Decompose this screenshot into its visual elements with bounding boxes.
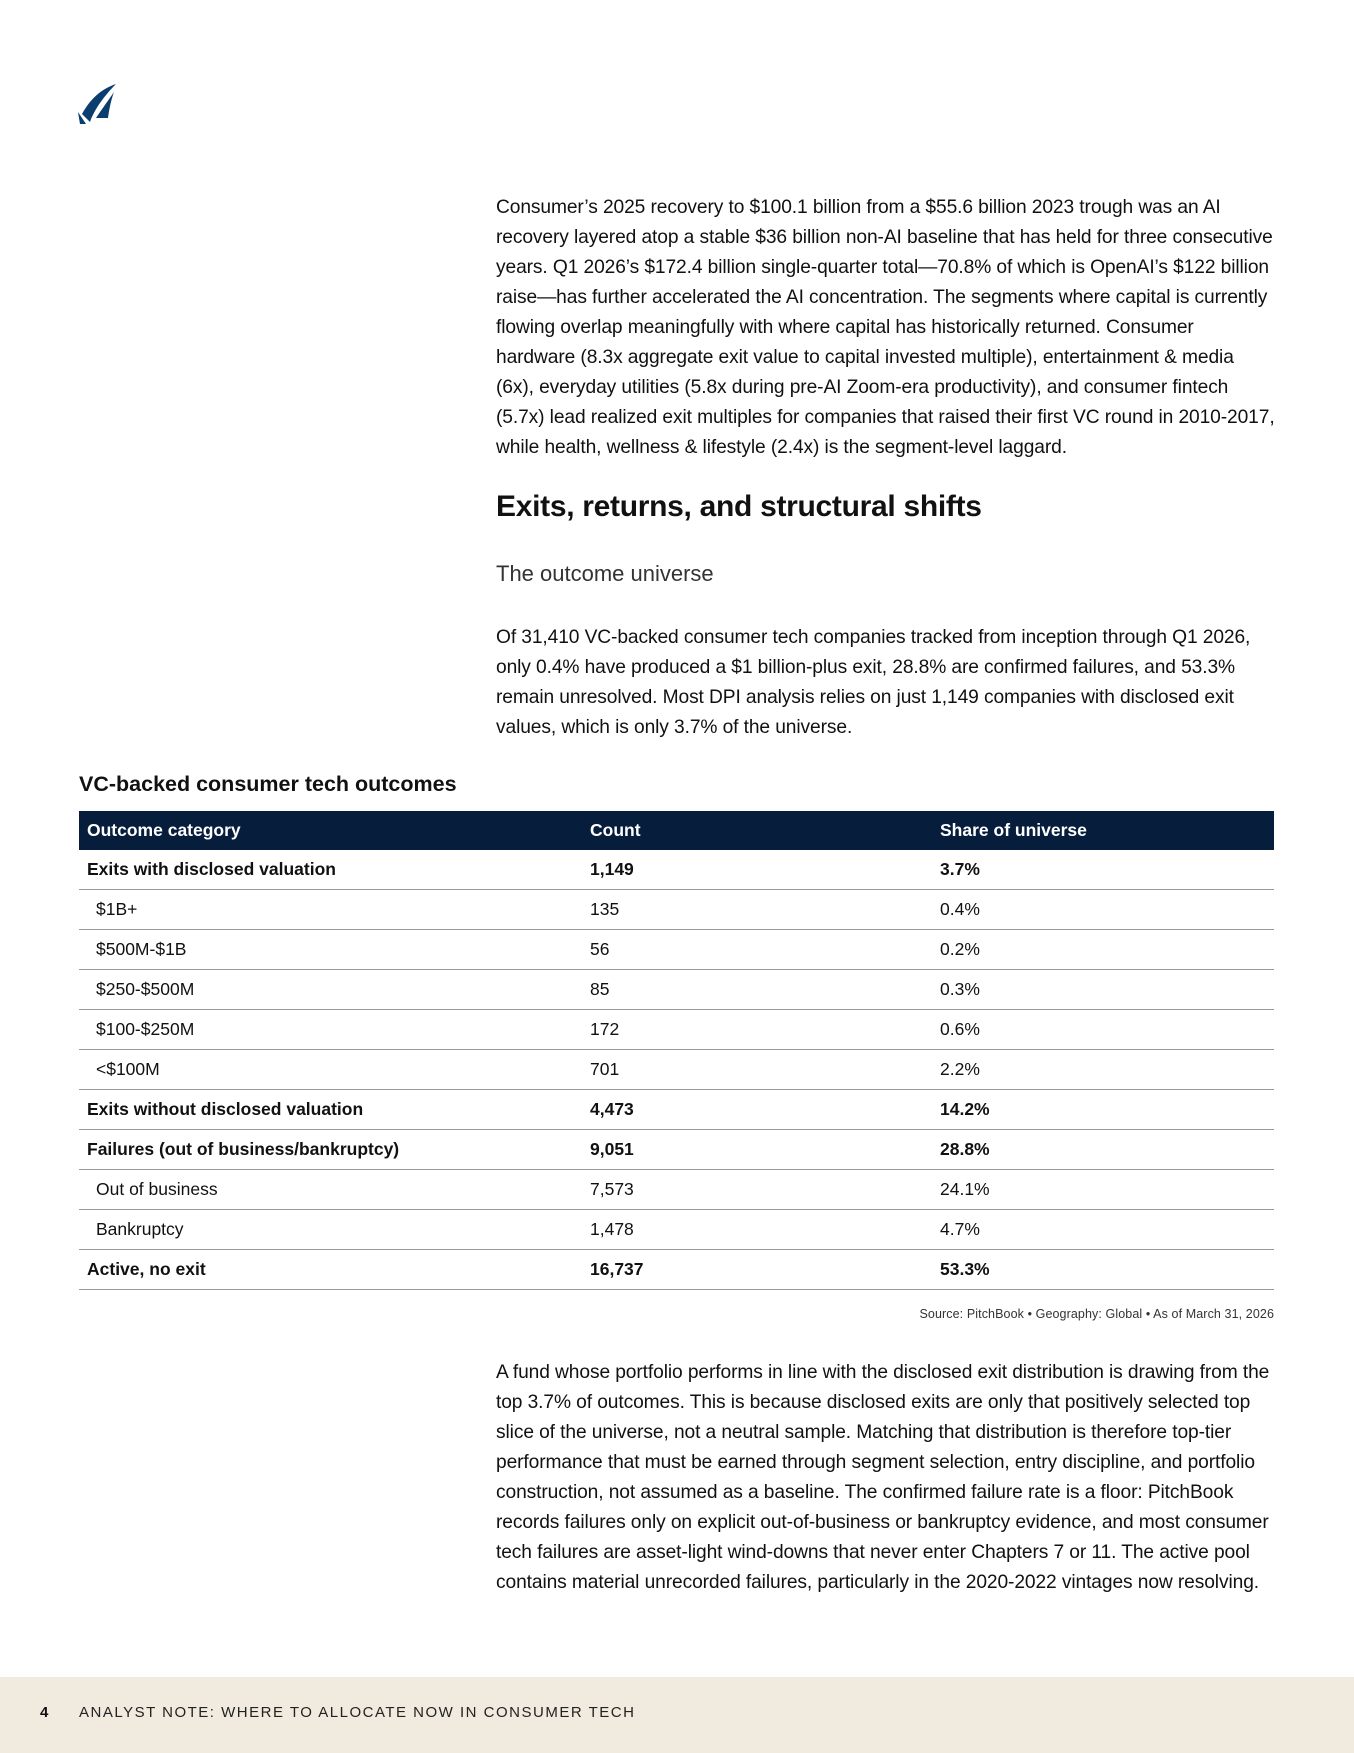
cell-share: 0.2% — [932, 930, 1274, 970]
cell-count: 16,737 — [582, 1250, 932, 1290]
cell-category: $1B+ — [79, 890, 582, 930]
column-header-count: Count — [590, 820, 641, 840]
cell-category: Bankruptcy — [79, 1210, 582, 1250]
cell-share: 53.3% — [932, 1250, 1274, 1290]
cell-count: 1,149 — [582, 850, 932, 890]
cell-share: 0.4% — [932, 890, 1274, 930]
cell-count: 172 — [582, 1010, 932, 1050]
table-row — [79, 890, 1274, 930]
outcome-paragraph: Of 31,410 VC-backed consumer tech companies tracked from inception through Q1 2026, only 0.4% have produced a $1 billion-plus exit, 28.8% are confirmed failures, and 53.3% remain unresolved. Most DPI analysis relies on just 1,149 companies with disclosed exit values, which is only 3.7% of the universe. — [496, 627, 1251, 738]
table-row — [79, 930, 1274, 970]
cell-count: 9,051 — [582, 1130, 932, 1170]
cell-count: 701 — [582, 1050, 932, 1090]
cell-share: 3.7% — [932, 850, 1274, 890]
intro-paragraph: Consumer’s 2025 recovery to $100.1 billion from a $55.6 billion 2023 trough was an AI recovery layered atop a stable $36 billion non-AI baseline that has held for three consecutive years. Q1 2026’s $172.4 billion single-quarter total—70.8% of which is OpenAI’s $122 billion raise—has further accelerated the AI concentration. The segments where capital is currently flowing overlap meaningfully with where capital has historically returned. Consumer hardware (8.3x aggregate exit value to capital invested multiple), entertainment & media (6x), everyday utilities (5.8x during pre-AI Zoom-era productivity), and consumer fintech (5.7x) lead realized exit multiples for companies that raised their first VC round in 2010-2017, while health, wellness & lifestyle (2.4x) is the segment-level laggard. — [496, 197, 1275, 458]
table-body — [79, 850, 1274, 1290]
cell-count: 56 — [582, 930, 932, 970]
cell-share: 2.2% — [932, 1050, 1274, 1090]
table-row — [79, 1090, 1274, 1130]
cell-category: Failures (out of business/bankruptcy) — [79, 1130, 582, 1170]
table-row — [79, 970, 1274, 1010]
cell-category: Exits with disclosed valuation — [79, 850, 582, 890]
cell-category: <$100M — [79, 1050, 582, 1090]
table-row — [79, 850, 1274, 890]
cell-count: 1,478 — [582, 1210, 932, 1250]
table-row — [79, 1010, 1274, 1050]
cell-share: 0.3% — [932, 970, 1274, 1010]
cell-category: Out of business — [79, 1170, 582, 1210]
table-row — [79, 1050, 1274, 1090]
page-footer — [0, 1677, 1354, 1753]
cell-share: 14.2% — [932, 1090, 1274, 1130]
cell-count: 4,473 — [582, 1090, 932, 1130]
table-row — [79, 1170, 1274, 1210]
page-number: 4 — [40, 1704, 49, 1721]
cell-category: $500M-$1B — [79, 930, 582, 970]
cell-category: $250-$500M — [79, 970, 582, 1010]
table-row — [79, 1210, 1274, 1250]
cell-count: 85 — [582, 970, 932, 1010]
table-source-note: Source: PitchBook • Geography: Global • As of March 31, 2026 — [919, 1307, 1274, 1321]
cell-share: 24.1% — [932, 1170, 1274, 1210]
column-header-category: Outcome category — [87, 820, 241, 840]
footer-title: ANALYST NOTE: WHERE TO ALLOCATE NOW IN CONSUMER TECH — [79, 1704, 636, 1721]
cell-count: 7,573 — [582, 1170, 932, 1210]
cell-category: Exits without disclosed valuation — [79, 1090, 582, 1130]
table-row — [79, 1250, 1274, 1290]
cell-share: 28.8% — [932, 1130, 1274, 1170]
cell-category: Active, no exit — [79, 1250, 582, 1290]
table-title: VC-backed consumer tech outcomes — [79, 772, 457, 796]
closing-paragraph: A fund whose portfolio performs in line with the disclosed exit distribution is drawing from the top 3.7% of outcomes. This is because disclosed exits are only that positively selected top slice of the universe, not a neutral sample. Matching that distribution is therefore top-tier performance that must be earned through segment selection, entry discipline, and portfolio construction, not assumed as a baseline. The confirmed failure rate is a floor: PitchBook records failures only on explicit out-of-business or bankruptcy evidence, and most consumer tech failures are asset-light wind-downs that never enter Chapters 7 or 11. The active pool contains material unrecorded failures, particularly in the 2020-2022 vintages now resolving. — [496, 1362, 1270, 1593]
table-row — [79, 1130, 1274, 1170]
pitchbook-logo-icon — [78, 84, 118, 124]
column-header-share: Share of universe — [940, 820, 1087, 840]
section-heading: Exits, returns, and structural shifts — [496, 490, 982, 523]
subsection-heading: The outcome universe — [496, 561, 714, 586]
cell-share: 4.7% — [932, 1210, 1274, 1250]
table-header-row — [79, 811, 1274, 850]
outcomes-table — [79, 811, 1274, 1290]
cell-count: 135 — [582, 890, 932, 930]
cell-category: $100-$250M — [79, 1010, 582, 1050]
cell-share: 0.6% — [932, 1010, 1274, 1050]
